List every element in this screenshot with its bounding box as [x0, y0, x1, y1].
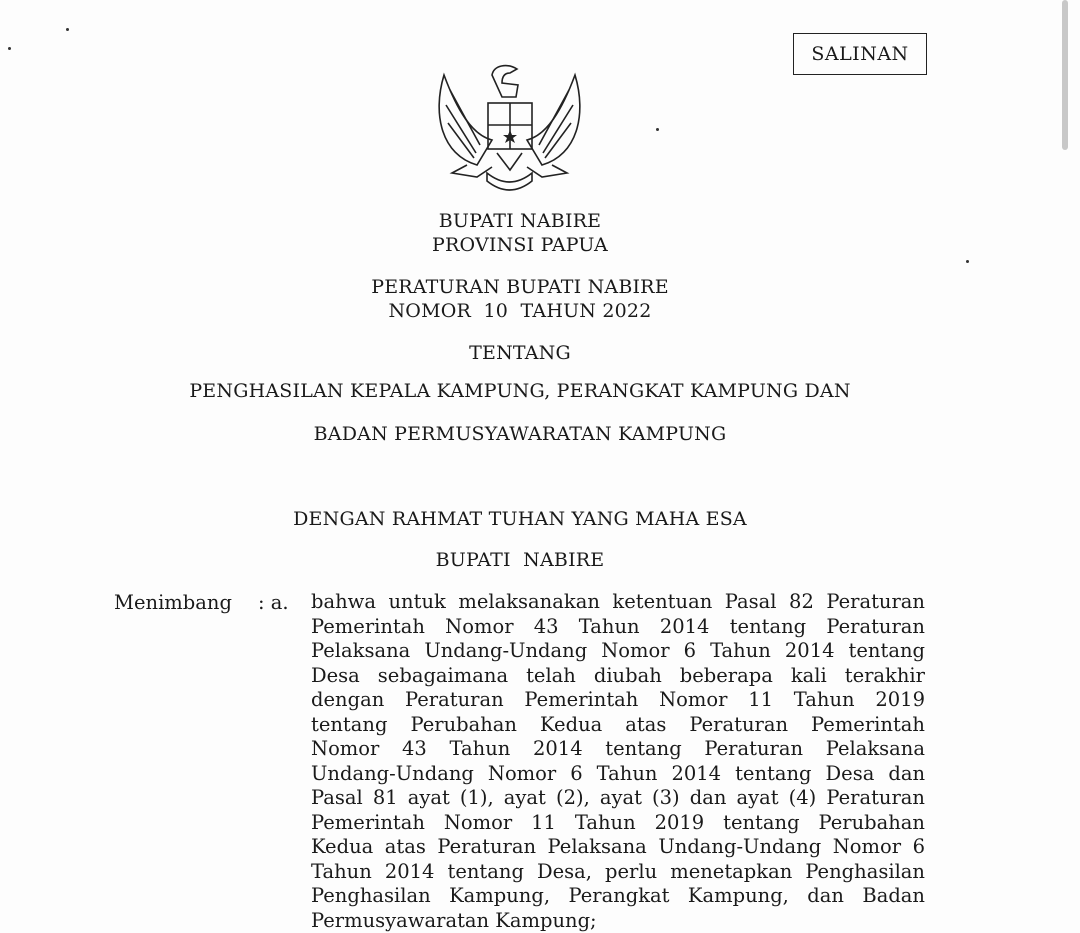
preamble: DENGAN RAHMAT TUHAN YANG MAHA ESA: [0, 508, 1040, 530]
text-line: Desa sebagaimana telah diubah beberapa kali terakhir: [311, 664, 925, 689]
text-line: Pelaksana Undang-Undang Nomor 6 Tahun 2014 tentang: [311, 639, 925, 664]
text-line: Nomor 43 Tahun 2014 tentang Peraturan Pelaksana: [311, 737, 925, 762]
regulation-number: NOMOR 10 TAHUN 2022: [0, 300, 1040, 322]
salinan-stamp: SALINAN: [793, 33, 927, 75]
garuda-emblem-icon: [432, 45, 587, 205]
text-line: tentang Perubahan Kedua atas Peraturan Pemerintah: [311, 713, 925, 738]
province-heading: PROVINSI PAPUA: [0, 234, 1040, 256]
title-line-2: BADAN PERMUSYAWARATAN KAMPUNG: [0, 423, 1040, 445]
text-line: Penghasilan Kampung, Perangkat Kampung, dan Badan: [311, 884, 925, 909]
text-line: bahwa untuk melaksanakan ketentuan Pasal 82 Peraturan: [311, 590, 925, 615]
considering-marker: : a.: [258, 591, 289, 614]
scan-speck: [8, 47, 11, 50]
authority-heading: BUPATI NABIRE: [0, 549, 1040, 571]
scan-speck: [966, 260, 969, 263]
considering-label: Menimbang: [114, 591, 232, 614]
text-line: Undang-Undang Nomor 6 Tahun 2014 tentang Desa dan: [311, 762, 925, 787]
scan-speck: [66, 28, 69, 31]
title-line-1: PENGHASILAN KEPALA KAMPUNG, PERANGKAT KAMPUNG DAN: [0, 380, 1040, 402]
text-line: Pemerintah Nomor 43 Tahun 2014 tentang Peraturan: [311, 615, 925, 640]
text-line: Pemerintah Nomor 11 Tahun 2019 tentang Perubahan: [311, 811, 925, 836]
regulation-heading: PERATURAN BUPATI NABIRE: [0, 276, 1040, 298]
text-line: Pasal 81 ayat (1), ayat (2), ayat (3) dan ayat (4) Peraturan: [311, 786, 925, 811]
about-heading: TENTANG: [0, 342, 1040, 364]
scrollbar[interactable]: [1062, 0, 1068, 150]
issuer-heading: BUPATI NABIRE: [0, 210, 1040, 232]
text-line: Permusyawaratan Kampung;: [311, 909, 925, 933]
scan-speck: [656, 128, 659, 131]
text-line: Kedua atas Peraturan Pelaksana Undang-Undang Nomor 6: [311, 835, 925, 860]
considering-text: [311, 590, 925, 933]
text-line: dengan Peraturan Pemerintah Nomor 11 Tahun 2019: [311, 688, 925, 713]
text-line: Tahun 2014 tentang Desa, perlu menetapkan Penghasilan: [311, 860, 925, 885]
